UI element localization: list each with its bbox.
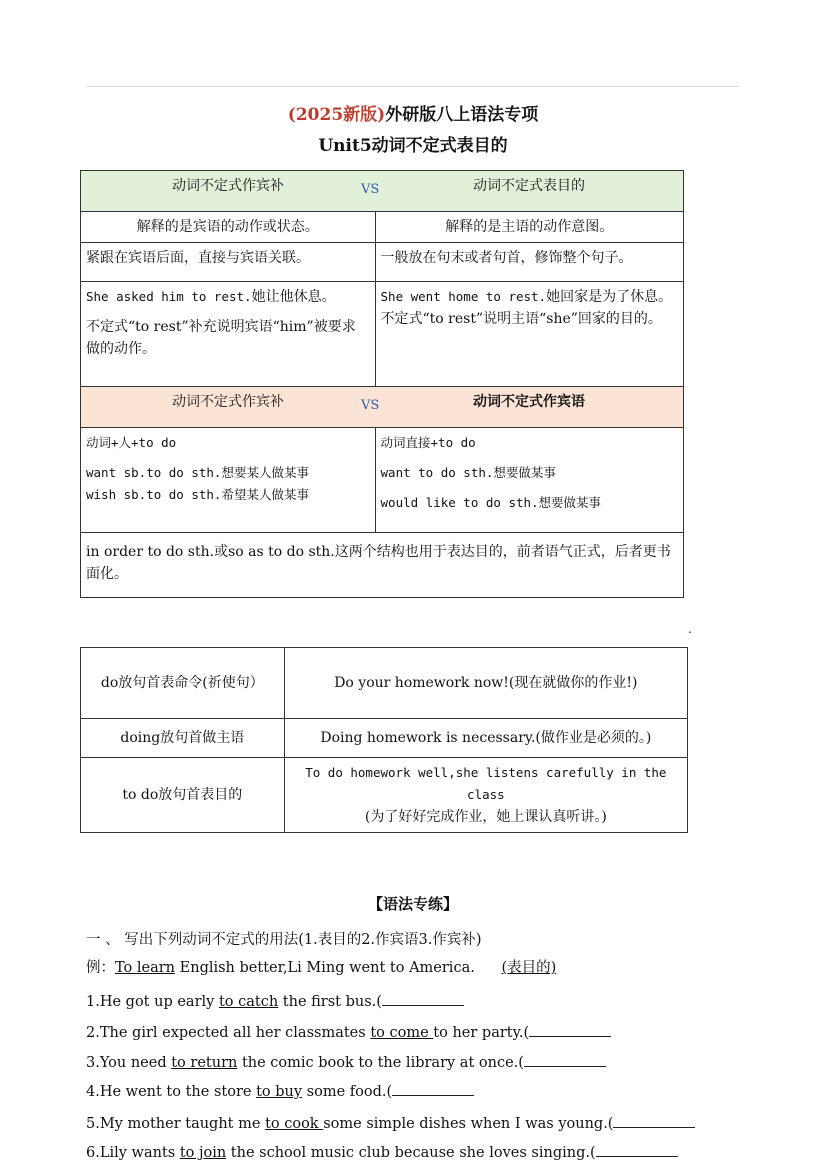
table-row [81,387,684,428]
list-item: 2.The girl expected all her classmates to come to her party.( [86,1022,611,1041]
page-title [0,100,826,125]
table-row [81,243,684,282]
cell: Doing homework is necessary.(做作业是必须的。) [284,719,687,758]
header-cell-right: 动词不定式作宾语 [375,387,683,428]
cell: 紧跟在宾语后面，直接与宾语关联。 [81,243,376,282]
cell: 解释的是宾语的动作或状态。 [81,212,376,243]
vs-label: VS [361,398,380,413]
list-item: 4.He went to the store to buy some food.( [86,1081,474,1100]
cell [81,282,376,387]
cell: to do放句首表目的 [81,758,285,833]
table-row [81,648,688,719]
position-table [80,647,688,833]
example-note: 不定式“to rest”说明主语“she”回家的目的。 [380,311,662,327]
answer-blank[interactable] [524,1052,606,1067]
answer-blank[interactable] [382,991,464,1006]
table-row [81,171,684,212]
cell: in order to do sth.或so as to do sth.这两个结构也用于表达目的，前者语气正式，后者更书面化。 [81,533,684,598]
table-row [81,212,684,243]
header-cell-left: 动词不定式作宾补 VS [81,387,376,428]
cell: Do your homework now!(现在就做你的作业!) [284,648,687,719]
vs-label: VS [361,182,380,197]
list-item: 5.My mother taught me to cook some simple dishes when I was young.( [86,1113,695,1132]
title-edition: (2025新版) [287,105,386,125]
cell: do放句首表命令(祈使句） [81,648,285,719]
cell [375,282,683,387]
table-row [81,282,684,387]
cell: 解释的是主语的动作意图。 [375,212,683,243]
cell: 动词+人+to do want sb.to do sth.想要某人做某事 wish sb.to do sth.希望某人做某事 [81,428,376,533]
list-item: 1.He got up early to catch the first bus.( [86,991,464,1010]
cell: 一般放在句末或者句首，修饰整个句子。 [375,243,683,282]
cell: 动词直接+to do want to do sth.想要做某事 would like to do sth.想要做某事 [375,428,683,533]
table-row [81,758,688,833]
list-item: 3.You need to return the comic book to the library at once.( [86,1052,606,1071]
example-english: She went home to rest. [380,289,547,304]
example-chinese: 她回家是为了休息。 [546,289,673,305]
example-chinese: 她让他休息。 [251,289,336,305]
section-heading: 【语法专练】 [367,895,458,913]
table-row [81,719,688,758]
answer-blank[interactable] [392,1081,474,1096]
example-english: She asked him to rest. [86,289,252,304]
header-cell-left: 动词不定式作宾补 VS [81,171,376,212]
answer-blank[interactable] [596,1142,678,1157]
cell: To do homework well,she listens carefully in the class (为了好好完成作业，她上课认真听讲。) [284,758,687,833]
table-row [81,533,684,598]
header-cell-right: 动词不定式表目的 [375,171,683,212]
page-subtitle: Unit5动词不定式表目的 [318,136,508,156]
list-item: 6.Lily wants to join the school music club because she loves singing.( [86,1142,678,1161]
stray-dot: . [688,622,692,636]
instruction: 一 、 写出下列动词不定式的用法(1.表目的2.作宾语3.作宾补) [86,932,482,948]
example-line: 例：To learn English better,Li Ming went to America. (表目的) [86,960,557,976]
comparison-table [80,170,684,598]
cell: doing放句首做主语 [81,719,285,758]
answer-blank[interactable] [613,1113,695,1128]
table-row [81,428,684,533]
header-rule [86,86,740,87]
title-main: 外研版八上语法专项 [385,105,539,125]
example-note: 不定式“to rest”补充说明宾语“him”被要求做的动作。 [86,319,356,357]
answer-blank[interactable] [529,1022,611,1037]
